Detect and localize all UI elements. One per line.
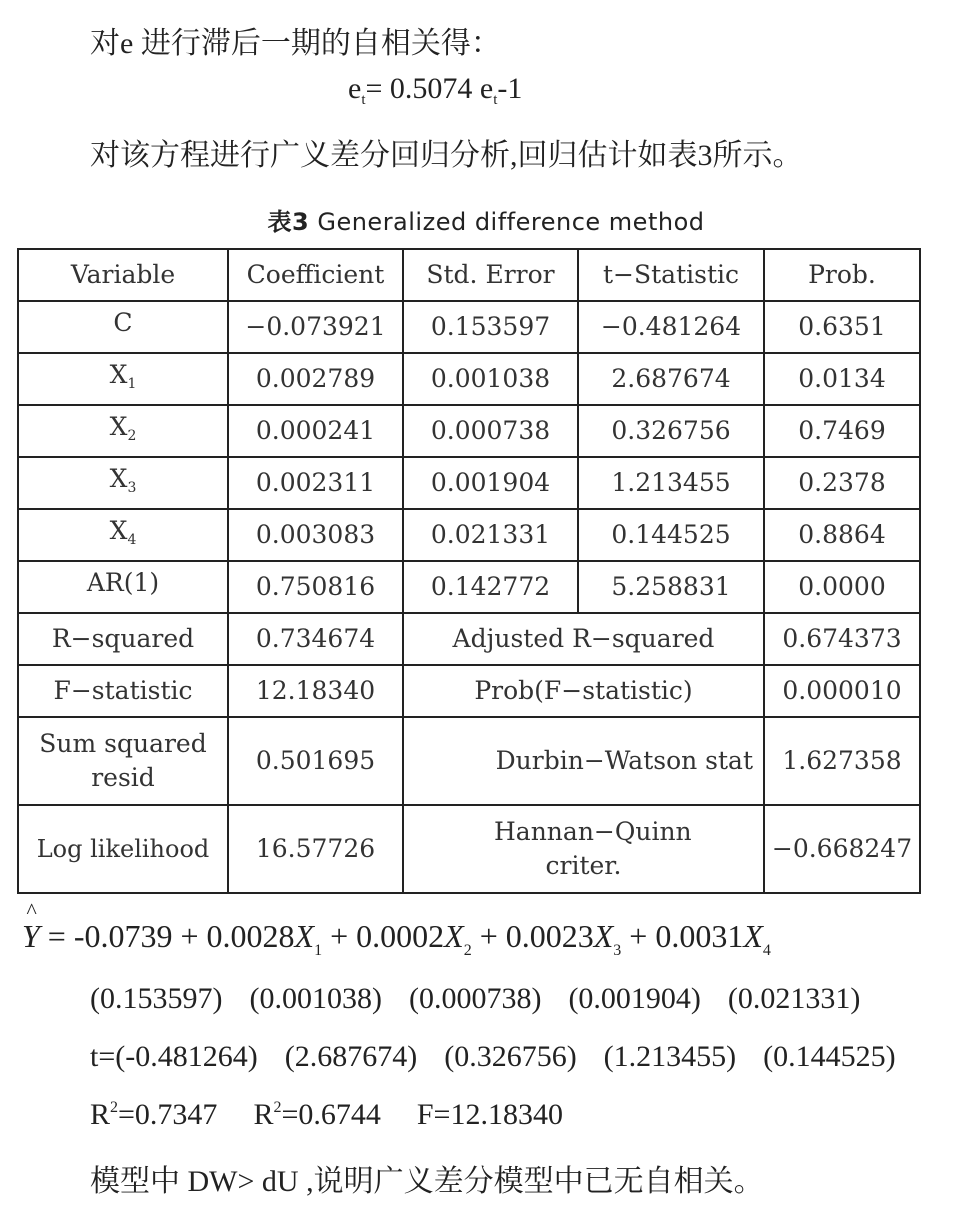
eq-var: X bbox=[593, 918, 614, 954]
std-error-cell: 0.000738 bbox=[403, 405, 578, 457]
summary-row bbox=[18, 613, 920, 665]
prob-cell: 0.0134 bbox=[764, 353, 920, 405]
adj-r2-value: =0.6744 bbox=[281, 1098, 381, 1131]
adj-r2-sup: 2 bbox=[273, 1099, 282, 1116]
prob-cell: 0.8864 bbox=[764, 509, 920, 561]
table-row bbox=[18, 405, 920, 457]
eq-var: X bbox=[294, 918, 315, 954]
eq-part: + 0.0023 bbox=[471, 918, 594, 954]
std-error-cell: 0.001904 bbox=[403, 457, 578, 509]
eq-var: X bbox=[444, 918, 464, 954]
header-cell: Prob. bbox=[764, 249, 920, 301]
eq-tail: -1 bbox=[497, 72, 523, 105]
summary-value: 12.18340 bbox=[228, 665, 403, 717]
prob-cell: 0.0000 bbox=[764, 561, 920, 613]
coefficient-cell: 0.002311 bbox=[228, 457, 403, 509]
conclusion-text: 模型中 DW> dU ,说明广义差分模型中已无自相关。 bbox=[90, 1165, 764, 1198]
summary-label: F−statistic bbox=[18, 665, 228, 717]
prob-cell: 0.7469 bbox=[764, 405, 920, 457]
y-hat: ^ Y bbox=[22, 918, 40, 955]
table-row bbox=[18, 301, 920, 353]
eq-sub: 2 bbox=[463, 942, 472, 959]
fit-stats-line bbox=[90, 1098, 563, 1132]
summary-value: 0.501695 bbox=[228, 717, 403, 805]
t-stat-cell: 2.687674 bbox=[578, 353, 764, 405]
summary-row bbox=[18, 717, 920, 805]
coefficient-cell: 0.002789 bbox=[228, 353, 403, 405]
eq-var: X bbox=[743, 918, 763, 954]
table-caption-title: Generalized difference method bbox=[309, 208, 705, 236]
summary-label: Sum squared resid bbox=[18, 717, 228, 805]
t-stat-cell: 0.144525 bbox=[578, 509, 764, 561]
regression-table bbox=[17, 248, 921, 894]
r2-label: R bbox=[90, 1098, 111, 1131]
table-row bbox=[18, 561, 920, 613]
table-header-row bbox=[18, 249, 920, 301]
std-error-cell: 0.142772 bbox=[403, 561, 578, 613]
autocorrelation-equation bbox=[348, 72, 522, 109]
summary-label: Prob(F−statistic) bbox=[403, 665, 764, 717]
eq-lhs: e bbox=[348, 72, 362, 105]
r2-sup: 2 bbox=[110, 1099, 119, 1116]
summary-label: Adjusted R−squared bbox=[403, 613, 764, 665]
summary-value: 16.57726 bbox=[228, 805, 403, 893]
eq-part: = -0.0739 + 0.0028 bbox=[39, 918, 295, 954]
summary-value: 0.734674 bbox=[228, 613, 403, 665]
table-caption bbox=[0, 202, 972, 237]
header-cell: Coefficient bbox=[228, 249, 403, 301]
header-cell: t−Statistic bbox=[578, 249, 764, 301]
summary-label: R−squared bbox=[18, 613, 228, 665]
summary-row bbox=[18, 665, 920, 717]
summary-value: 0.674373 bbox=[764, 613, 920, 665]
model-equation bbox=[22, 918, 771, 960]
coefficient-cell: 0.003083 bbox=[228, 509, 403, 561]
table-row bbox=[18, 457, 920, 509]
intro-text: 对e 进行滞后一期的自相关得： bbox=[90, 27, 501, 60]
t-stat-cell: 1.213455 bbox=[578, 457, 764, 509]
eq-sub: 1 bbox=[314, 942, 323, 959]
coefficient-cell: 0.000241 bbox=[228, 405, 403, 457]
header-cell: Std. Error bbox=[403, 249, 578, 301]
eq-lhs-sub: t bbox=[361, 92, 366, 108]
variable-cell: $X_4$ bbox=[18, 509, 228, 561]
coefficient-cell: 0.750816 bbox=[228, 561, 403, 613]
std-error-cell: 0.021331 bbox=[403, 509, 578, 561]
table-row bbox=[18, 509, 920, 561]
summary-value: −0.668247 bbox=[764, 805, 920, 893]
summary-label: Hannan−Quinn criter. bbox=[403, 805, 764, 893]
summary-value: 1.627358 bbox=[764, 717, 920, 805]
std-errors-line: (0.153597) (0.001038) (0.000738) (0.001904) (0.021331) bbox=[90, 982, 861, 1015]
prob-cell: 0.2378 bbox=[764, 457, 920, 509]
summary-row bbox=[18, 805, 920, 893]
summary-value: 0.000010 bbox=[764, 665, 920, 717]
t-values-line: t=(-0.481264) (2.687674) (0.326756) (1.213455) (0.144525) bbox=[90, 1040, 896, 1073]
summary-label: Durbin−Watson stat bbox=[403, 717, 764, 805]
coefficient-cell: −0.073921 bbox=[228, 301, 403, 353]
t-stat-cell: −0.481264 bbox=[578, 301, 764, 353]
adj-r2-label: R bbox=[253, 1098, 274, 1131]
eq-rhs-sub: t bbox=[493, 92, 498, 108]
r2-value: =0.7347 bbox=[118, 1098, 218, 1131]
prob-cell: 0.6351 bbox=[764, 301, 920, 353]
eq-part: + 0.0031 bbox=[621, 918, 744, 954]
header-cell: Variable bbox=[18, 249, 228, 301]
eq-mid: = 0.5074 e bbox=[365, 72, 494, 105]
variable-cell: AR(1) bbox=[18, 561, 228, 613]
t-stat-cell: 5.258831 bbox=[578, 561, 764, 613]
eq-sub: 4 bbox=[762, 942, 771, 959]
table-caption-prefix: 表3 bbox=[267, 208, 310, 236]
summary-label: Log likelihood bbox=[18, 805, 228, 893]
intro-text-2: 对该方程进行广义差分回归分析,回归估计如表3所示。 bbox=[90, 139, 803, 172]
variable-cell: $X_1$ bbox=[18, 353, 228, 405]
eq-part: + 0.0002 bbox=[322, 918, 445, 954]
f-value: F=12.18340 bbox=[416, 1098, 563, 1131]
variable-cell: C bbox=[18, 301, 228, 353]
variable-cell: $X_2$ bbox=[18, 405, 228, 457]
std-error-cell: 0.001038 bbox=[403, 353, 578, 405]
std-error-cell: 0.153597 bbox=[403, 301, 578, 353]
table-row bbox=[18, 353, 920, 405]
variable-cell: $X_3$ bbox=[18, 457, 228, 509]
eq-sub: 3 bbox=[613, 942, 622, 959]
t-stat-cell: 0.326756 bbox=[578, 405, 764, 457]
